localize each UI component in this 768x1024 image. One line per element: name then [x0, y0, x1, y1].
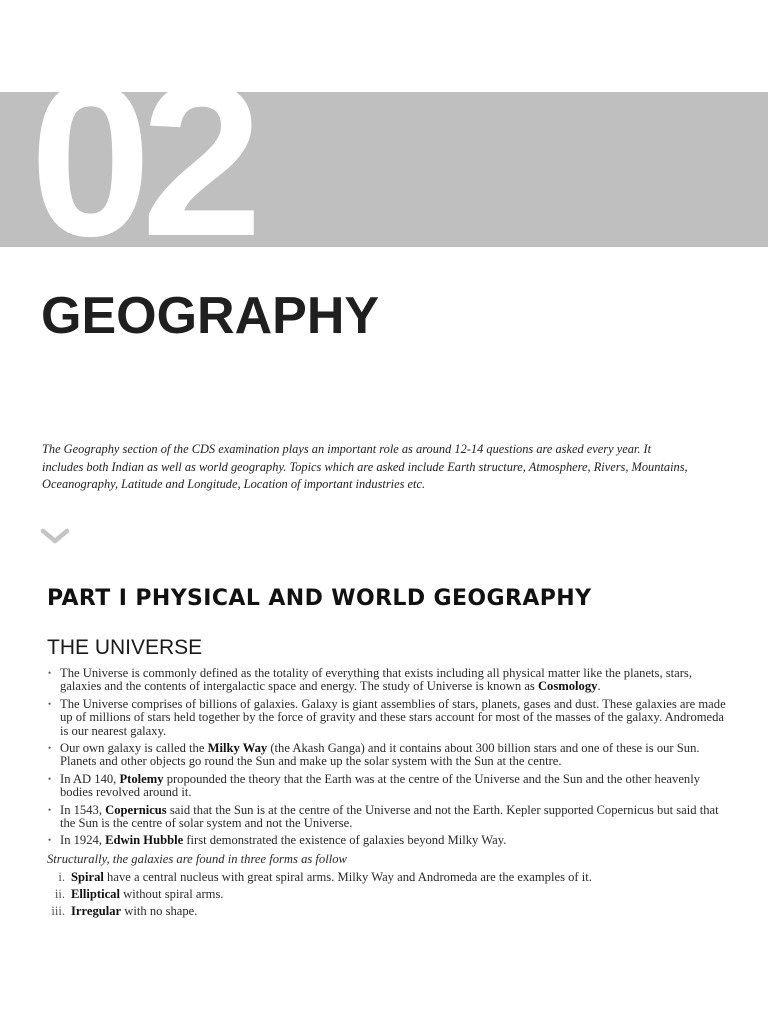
bullet-icon: • [48, 835, 52, 846]
bullet-bold-term: Cosmology [537, 679, 598, 694]
bullet-text: In AD 140, [60, 771, 120, 786]
list-number: ii. [54, 887, 65, 901]
list-item [47, 886, 727, 903]
bullet-icon: • [48, 773, 52, 784]
bullet-text: The Universe comprises of billions of galaxies. Galaxy is giant assemblies of stars, planets, gases and dust. These galaxies are made up of millions of stars held together by the force of gravity and these stars account for most of the masses of the galaxy. Andromeda is our nearest galaxy. [60, 696, 726, 738]
bullet-text: propounded the theory that the Earth was at the centre of the Universe and the Sun and the other heavenly bodies revolved around it. [60, 771, 700, 800]
list-item [47, 667, 727, 694]
list-item [47, 834, 727, 847]
section-heading: THE UNIVERSE [47, 636, 203, 659]
form-text: have a central nucleus with great spiral arms. Milky Way and Andromeda are the examples of it. [103, 870, 592, 884]
bullet-icon: • [48, 743, 52, 754]
bullet-text: In 1924, [60, 833, 106, 848]
form-term: Irregular [71, 904, 122, 918]
bullet-text: In 1543, [60, 802, 106, 817]
bullet-icon: • [48, 804, 52, 815]
form-term: Spiral [71, 870, 104, 884]
bullet-text: (the Akash Ganga) and it contains about 300 billion stars and one of these is our Sun. Planets and other objects go round the Sun and make up the solar system with the Sun at the centre. [60, 741, 700, 769]
chapter-number: 02 [30, 39, 253, 282]
intro-paragraph: The Geography section of the CDS examination plays an important role as around 12-14 questions are asked every year. It includes both Indian as well as world geography. Topics which are asked include Earth structure, Atmosphere, Rivers, Mountains, Oceanography, Latitude and Longitude, Location of important industries etc. [42, 442, 688, 492]
form-text: without spiral arms. [119, 887, 224, 901]
galaxy-forms-list [47, 869, 727, 920]
form-term: Elliptical [71, 887, 120, 901]
list-number: i. [58, 870, 65, 884]
bullet-text: Our own galaxy is called the [60, 741, 208, 756]
bullet-icon: • [48, 668, 52, 678]
forms-intro: Structurally, the galaxies are found in three forms as follow [47, 852, 347, 866]
chapter-title: GEOGRAPHY [41, 287, 380, 345]
bullet-text: The Universe is commonly defined as the totality of everything that exists including all physical matter like the planets, stars, galaxies and the contents of intergalactic space and energy. The study of Universe is known as [60, 666, 692, 694]
chevron-down-icon [40, 527, 70, 545]
list-item [47, 903, 727, 920]
bullet-text: said that the Sun is at the centre of the Universe and not the Earth. Kepler supported Copernicus but said that the Sun is the centre of solar system and not the Universe. [60, 802, 719, 831]
bullet-bold-term: Edwin Hubble [105, 833, 184, 848]
form-text: with no shape. [121, 904, 198, 918]
bullet-icon: • [48, 698, 52, 709]
list-number: iii. [51, 904, 65, 918]
bullet-text: first demonstrated the existence of galaxies beyond Milky Way. [183, 833, 507, 848]
bullet-bold-term: Milky Way [207, 741, 268, 756]
bullet-bold-term: Ptolemy [119, 771, 164, 786]
list-item [47, 773, 727, 800]
list-item [47, 698, 727, 738]
part-heading: PART I PHYSICAL AND WORLD GEOGRAPHY [47, 586, 592, 611]
bullet-bold-term: Copernicus [105, 802, 167, 817]
list-item [47, 869, 727, 886]
list-item [47, 804, 727, 831]
bullet-list [47, 667, 727, 852]
bullet-text: . [597, 679, 601, 694]
list-item [47, 742, 727, 769]
